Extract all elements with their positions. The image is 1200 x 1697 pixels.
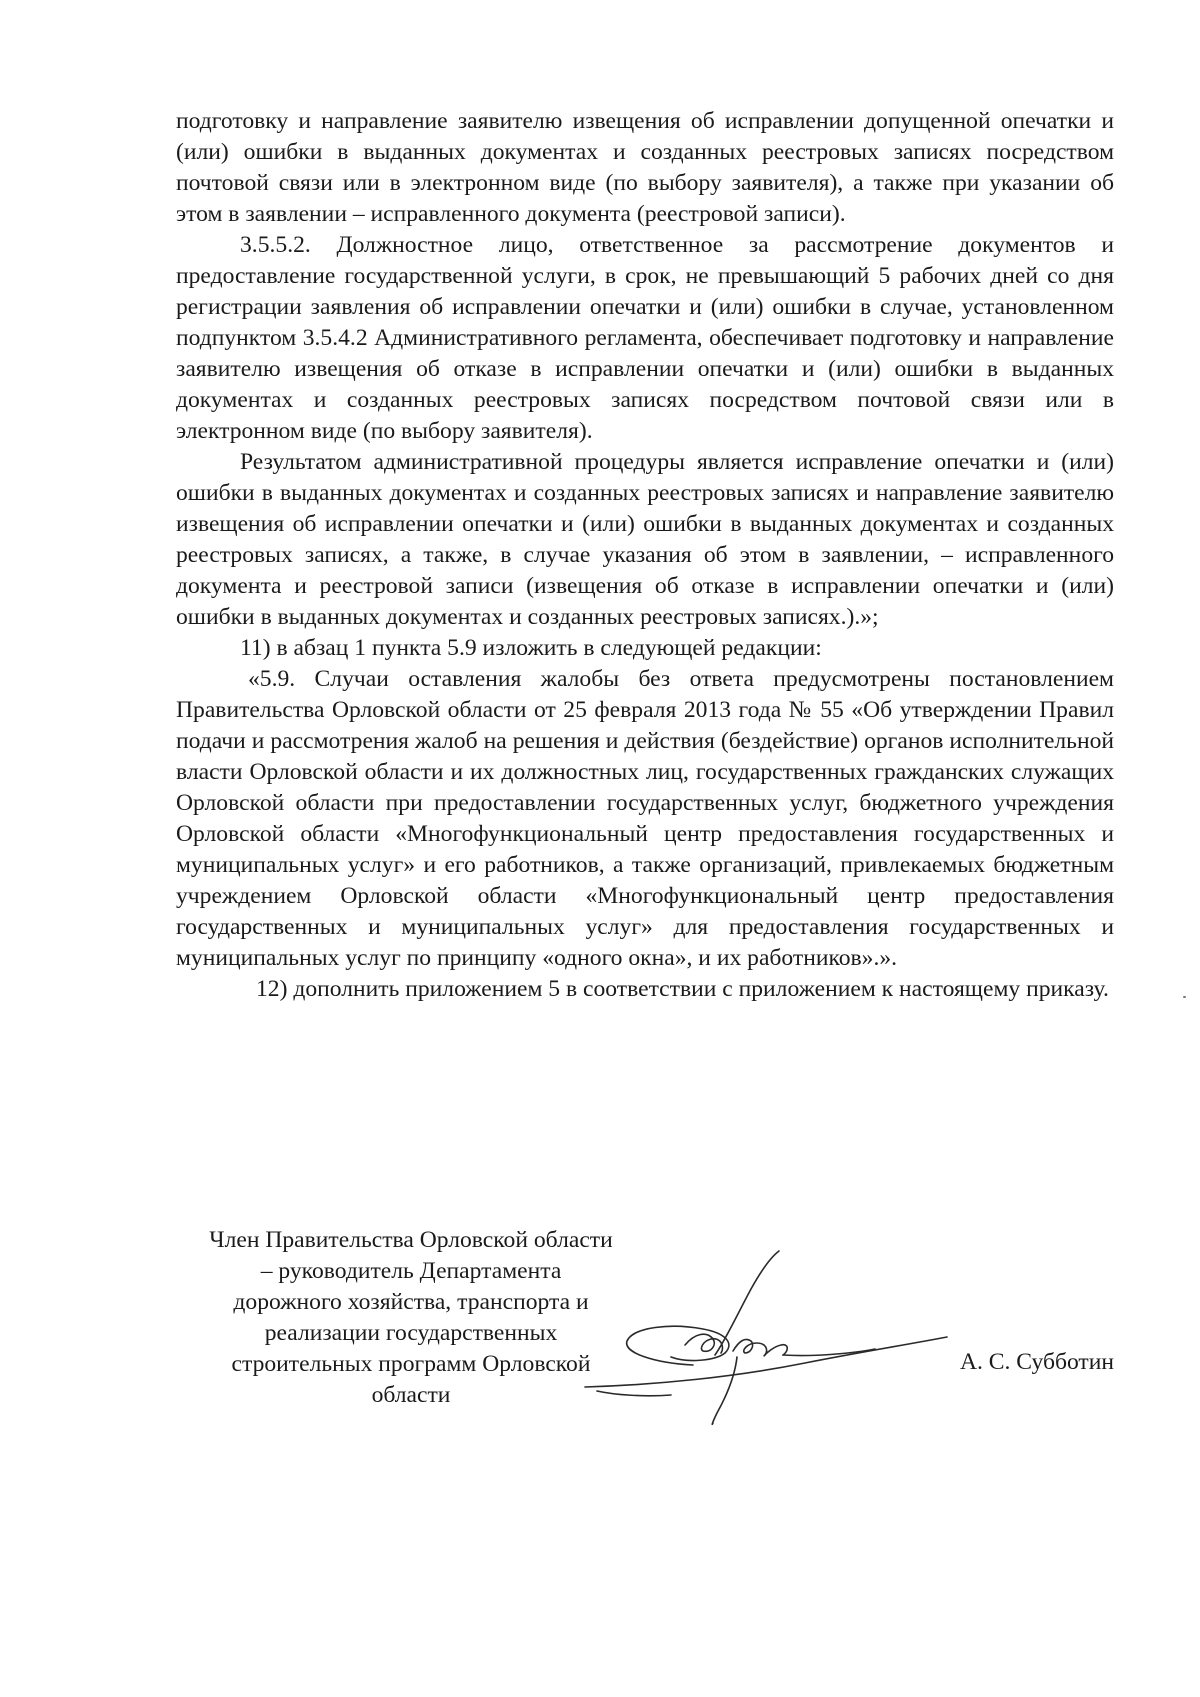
signatory-title-line: Член Правительства Орловской области (209, 1227, 613, 1253)
signatory-title-line: – руководитель Департамента (260, 1258, 562, 1284)
signatory-title-line: реализации государственных (264, 1320, 558, 1346)
signatory-title-line: области (371, 1382, 451, 1408)
document-body (176, 106, 1114, 1005)
paragraph-item-11: 11) в абзац 1 пункта 5.9 изложить в следующей редакции: (240, 635, 822, 661)
handwritten-signature (575, 1245, 955, 1430)
signatory-title-line: дорожного хозяйства, транспорта и (233, 1289, 589, 1315)
paragraph-3-5-5-2: 3.5.5.2. Должностное лицо, ответственное за рассмотрение документов и предоставление государственной услуги, в срок, не превышающий 5 рабочих дней со дня регистрации заявления об исправлении опечатки и (или) ошибки в случае, установленном подпунктом 3.5.4.2 Административного регламента, обеспечивает подготовку и направление заявителю извещения об отказе в исправлении опечатки и (или) ошибки в выданных документах и созданных реестровых записях посредством почтовой связи или в электронном виде (по выбору заявителя). (176, 232, 1114, 444)
paragraph-continuation: подготовку и направление заявителю извещения об исправлении допущенной опечатки и (или) ошибки в выданных документах и созданных реестровых записях посредством почтовой связи или в электронном виде (по выбору заявителя), а также при указании об этом в заявлении – исправленного документа (реестровой записи). (176, 108, 1114, 227)
paragraph-result: Результатом административной процедуры является исправление опечатки и (или) ошибки в выданных документах и созданных реестровых записях и направление заявителю извещения об исправлении опечатки и (или) ошибки в выданных документах и созданных реестровых записях, а также, в случае указания об этом в заявлении, – исправленного документа и реестровой записи (извещения об отказе в исправлении опечатки и (или) ошибки в выданных документах и созданных реестровых записях.).»; (176, 449, 1114, 630)
signatory-title-line: строительных программ Орловской (231, 1351, 591, 1377)
signatory-name: А. С. Субботин (959, 1349, 1114, 1375)
paragraph-5-9: «5.9. Случаи оставления жалобы без ответа предусмотрены постановлением Правительства Орловской области от 25 февраля 2013 года № 55 «Об утверждении Правил подачи и рассмотрения жалоб на решения и действия (бездействие) органов исполнительной власти Орловской области и их должностных лиц, государственных гражданских служащих Орловской области при предоставлении государственных услуг, бюджетного учреждения Орловской области «Многофункциональный центр предоставления государственных и муниципальных услуг» и его работников, а также организаций, привлекаемых бюджетным учреждением Орловской области «Многофункциональный центр предоставления государственных и муниципальных услуг» для предоставления государственных и муниципальных услуг по принципу «одного окна», и их работников».». (176, 666, 1114, 971)
scan-speck (1183, 996, 1186, 998)
paragraph-item-12: 12) дополнить приложением 5 в соответствии с приложением к настоящему приказу. (256, 976, 1109, 1002)
